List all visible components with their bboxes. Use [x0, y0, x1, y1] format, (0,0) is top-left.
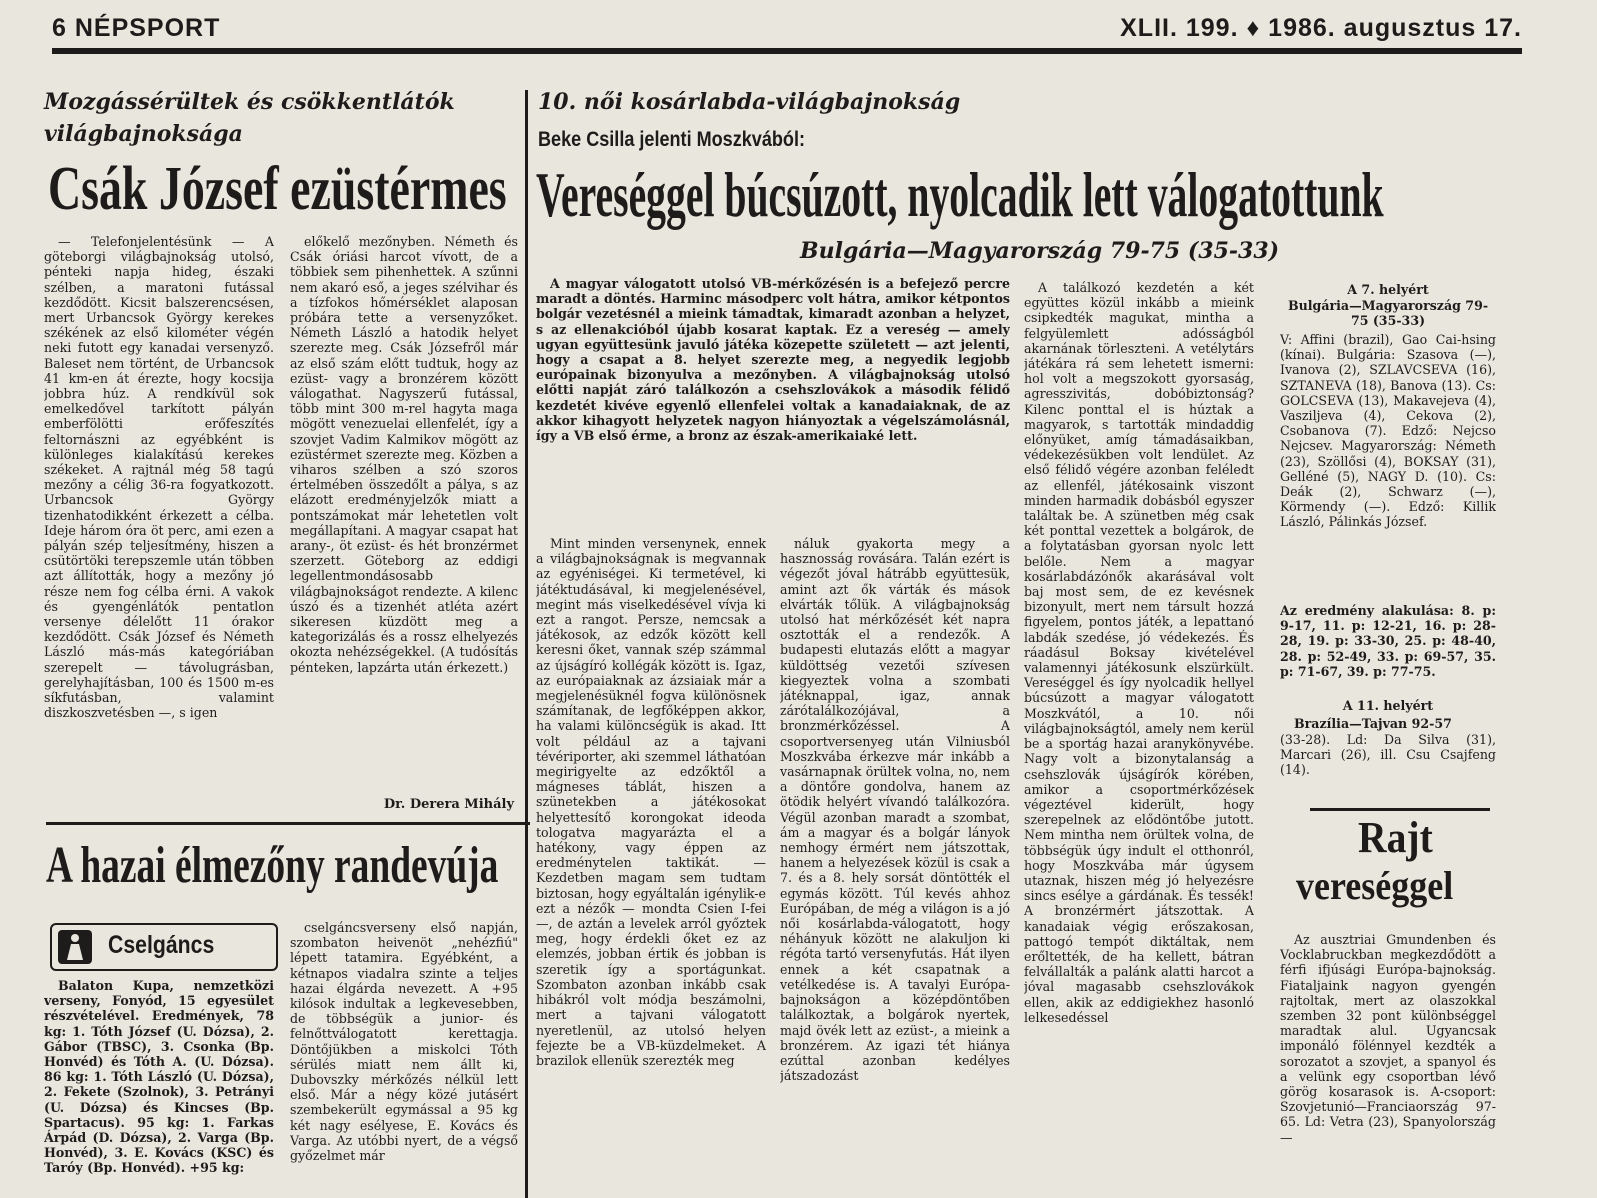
results-score-progression: Az eredmény alakulása: 8. p: 9-17, 11. p: 12-21, 16. p: 28-28, 19. p: 33-30, 25. p: 48-40, 28. p: 52-49, 33. p: 69-57, 35. p: 71-67, 39. p: 77-75. [1280, 603, 1496, 679]
judo-icon [58, 930, 92, 964]
results-7th-place-match: Bulgária—Magyarország 79-75 (35-33) [1287, 298, 1489, 329]
results-11th-place-title: A 11. helyért [1342, 698, 1434, 713]
center-article-kicker: 10. női kosárlabda-világbajnokság [538, 89, 961, 115]
center-article-headline: Vereséggel búcsúzott, nyolcadik lett válogatottunk [536, 159, 1384, 230]
center-article-subhead: Bulgária—Magyarország 79-75 (35-33) [800, 238, 1280, 264]
left-article-headline: Csák József ezüstérmes [48, 155, 507, 223]
column-divider-bottom-left [46, 822, 530, 825]
results-separator [1310, 808, 1490, 811]
lower-left-headline: A hazai élmezőny randevúja [46, 837, 499, 894]
left-article-column-2: előkelő mezőnyben. Németh és Csák óriási harcot vívott, de a többiek sem pihenhettek. A szűnni nem akaró eső, a jeges szélvihar és a tízfokos hőmérséklet alaposan próbára tette a versenyzőket. Németh László a hatodik helyet szerezte meg. Csák Józsefről már az első szám előtt tudtuk, hogy az ezüst- vagy a bronzérem között válogathat. Nagyszerű futással, több mint 300 m-rel hagyta maga mögött venezuelai ellenfelét, így a szovjet Vadim Kalmikov mögött az ezüstérmet szerezte meg. Közben a viharos szélben a szó szoros értelmében összedőlt a pálya, s az elázott eredményjelzők miatt a pontszámokat már lehetetlen volt megállapítani. A magyar csapat hat arany-, öt ezüst- és hét bronzérmet szerzett. Göteborg az eddigi legellentmondásosabb világbajnokságot rendezte. A kilenc úszó és a tizenhét atléta azért sikeresen küzdött meg a kategorizálás és a rossz elhelyezés okozta nehézségekkel. (A tudósítás pénteken, lapzárta után érkezett.) [290, 234, 518, 675]
judo-section-label: Cselgáncs [108, 931, 215, 959]
left-article-column-1: — Telefonjelentésünk — A göteborgi világbajnokság utolsó, pénteki napja hideg, északi szélben, a maratoni futással kezdődött. Kicsit balszerencsésen, mert Urbancsok György kerekes székének az első kilométer végén neki futott egy kanadai versenyző. Baleset nem történt, de Urbancsok 41 km-en át érezte, hogy kocsija jobbra húz. A rendkívül sok emelkedővel tarkított pályán emberfölötti erőfeszítés feltornászni az egyébként is különleges kialakítású kerekes székeket. A rajtnál még 58 tagú mezőny a célig 36-ra fogyatkozott. Urbancsok György tizenhatodikként érkezett a célba. Ideje három óra öt perc, ami ezen a pályán szép teljesítmény, hiszen a csütörtöki terepszemle után többen azt állították, hogy a mezőny jó része nem fog célba érni. A vakok és gyengénlátók pentatlon versenye délelőtt 11 órakor kezdődött. Csák József és Németh László más-más kategóriában szerepelt — távolugrásban, gerelyhajításban, 100 és 1500 m-es síkfutásban, valamint diszkoszvetésben —, s igen [44, 234, 274, 721]
rajt-headline-line-2: vereséggel [1296, 863, 1454, 908]
center-article-lead: A magyar válogatott utolsó VB-mérkőzésén is a befejező percre maradt a döntés. Harminc másodperc volt hátra, amikor kétpontos bolgár vezetésnél a mieink támadtak, kimaradt azonban a helyzet, s az ellenakcióból újabb kosarat kaptak. Ez a vereség — amely ugyan együttesünk javuló játéka közepette született — azt jelenti, hogy a csapat a 8. helyet szerezte meg, a negyedik legjobb európainak bizonyulva a mezőnyben. A világbajnokság utolsó előtti napját záró találkozón a csehszlovákok a második félidő kezdetét kivéve egyenlő ellenfelei voltak a kanadaiaknak, de az akkor kihagyott helyzetek nagyon hiányoztak a végelszámolásnál, így a VB első érme, a bronz az észak-amerikaiaké lett. [536, 276, 1010, 444]
left-article-kicker: Mozgássérültek és csökkentlátók világbajnoksága [44, 89, 455, 147]
results-7th-place-lineups: V: Affini (brazil), Gao Cai-hsing (kínai). Bulgária: Szasova (—), Ivanova (2), SZLAVCSEVA (16), SZTANEVA (18), Banova (13). Cs: GOLCSEVA (13), Makavejeva (4), Vasziljeva (4), Cekova (2), Csobanova (7). Edző: Nejcso Nejcsev. Magyarország: Németh (23), Szöllősi (4), BOKSAY (31), Gelléné (5), NAGY D. (10). Cs: Deák (2), Schwarz (—), Körmendy (—). Edző: Killik László, Pálinkás József. [1280, 332, 1496, 530]
rajt-headline-line-1: Rajt [1358, 813, 1433, 862]
results-11th-place-match: Brazília—Tajvan 92-57 [1294, 716, 1452, 731]
center-article-subkicker: Beke Csilla jelenti Moszkvából: [538, 128, 805, 151]
results-11th-place-scorers: (33-28). Ld: Da Silva (31), Marcari (26), ill. Csu Csajfeng (14). [1280, 732, 1496, 778]
issue-and-date: XLII. 199. ♦ 1986. augusztus 17. [1120, 14, 1522, 42]
center-article-column-2: náluk gyakorta megy a hasznosság rovására. Talán ezért is végezőt jóval hátrább együttesük, amint azt ők várták és mások elvárták tőlük. A világbajnokság utolsó hat mérkőzését két napra osztották el a rendezők. A budapesti elutazás előtt a magyar küldöttség vezetői szívesen kiegyeztek volna a szombati játéknappal, igaz, annak zárótalálkozójával, a bronzmérkőzéssel. A csoportversenyeg után Vilniusból Moszkvába érkezve már inkább a vasárnapnak örültek volna, no, nem a döntőre gondolva, hanem az ötödik helyért vívandó találkozóra. Végül azonban maradt a szombat, ám a magyar és a bolgár lányok nemhogy érmért nem játszottak, hanem a helyezések közül is csak a 7. és a 8. hely sorsát döntötték el egymás között. Túl kevés ahhoz Európában, de még a világon is a jó női kosárlabda-válogatott, hogy néhányuk között ne alakuljon ki régóta tartó versenyfutás. Hát ilyen ennek a két csapatnak a vetélkedése is. A tavalyi Európa-bajnokságon a középdöntőben találkoztak, a bolgárok nyertek, majd övék lett az ezüst-, a mieink a bronzérem. Az igazi tét hiánya ezúttal azonban kedélyes játszadozást [780, 536, 1010, 1084]
lower-left-column-1: Balaton Kupa, nemzetközi verseny, Fonyód, 15 egyesület részvételével. Eredmények, 78 kg: 1. Tóth József (U. Dózsa), 2. Gábor (TBSC), 3. Csonka (Bp. Honvéd) és Tóth A. (U. Dózsa). 86 kg: 1. Tóth László (U. Dózsa), 2. Fekete (Szolnok), 3. Petrányi (U. Dózsa) és Kincses (Bp. Spartacus). 95 kg: 1. Farkas Árpád (D. Dózsa), 2. Varga (Bp. Honvéd), 3. E. Kovács (KSC) és Taróy (Bp. Honvéd). +95 kg: [44, 978, 274, 1176]
column-divider-left [525, 90, 528, 1198]
results-7th-place-title: A 7. helyért [1347, 282, 1429, 297]
masthead [52, 14, 1522, 54]
page-number-and-paper-title: 6 NÉPSPORT [52, 14, 221, 42]
left-article-byline: Dr. Derera Mihály [383, 797, 514, 812]
center-article-column-3: A találkozó kezdetén a két együttes közül inkább a mieink csipkedték magukat, mintha a felgyülemlett adósságból akarnának törleszteni. A vetélytárs játékára rá sem lehetett ismerni: hol volt a megszokott gyorsaság, agresszivitás, dobóbiztonság? Kilenc ponttal el is húztak a magyarok, s tartották mindaddig előnyüket, amíg támadásaikban, védekezésükben volt lendület. Az első félidő végére azonban feléledt az ellenfél, játékosaink viszont minden harmadik dobásból egyszer találtak be. A szünetben még csak két ponttal vezettek a bolgárok, de a folytatásban gyorsan nyolc lett belőle. Nem a magyar kosárlabdázónők akarásával volt baj most sem, de ez kevésnek bizonyult, mert nem társult hozzá figyelem, pontos játék, a lepattanó labdák szedése, jó védekezés. És ráadásul Boksay kivételével valamennyi játékosunk elszürkült. Vereséggel és így nyolcadik hellyel búcsúzott a magyar válogatott Moszkvától, a 10. női világbajnokságtól, amely nem kerül be a sportág hazai aranykönyvébe. Nagy volt a bizonytalanság a csehszlovák újságírók körében, amikor a csoportmérkőzések végeztével kiderült, hogy szerepelnek az elődöntőbe jutott. Nem mintha nem örültek volna, de többségük úgy indult el otthonról, hogy Moszkvába már úgysem utaznak, hiszen még jó helyezésre sincs esélye a gárdának. És tessék! A bronzérmért játszottak. A kanadaiak végig erőszakosan, pattogó tempót diktáltak, nem erőltették, de ha kellett, bátran felvállalták a palánk alatti harcot a jóval magasabb csehszlovákok ellen, akik az eddigiekhez hasonló lelkesedéssel [1024, 280, 1254, 1025]
lower-left-column-2: cselgáncsverseny első napján, szombaton heivenöt „nehézfiú" lépett tatamira. Egyébként, a kétnapos viadalra szinte a teljes hazai élgárda nevezett. A +95 kilósok indultak a legkevesebben, de többségük a junior- és felnőttválogatott kerettagja. Döntőjükben a miskolci Tóth sérülés miatt nem állt ki, Dubovszky mérkőzés nélkül lett első. Már a négy közé jutásért szembekerült egymással a 95 kg két nagy esélyese, E. Kovács és Varga. Az utóbbi nyert, de a végső győzelmet már [290, 920, 518, 1164]
judo-section-badge [50, 923, 278, 971]
center-article-column-1: Mint minden versenynek, ennek a világbajnokságnak is megvannak az egyéniségei. Ki termetével, ki játéktudásával, ki megjelenésével, megint más viselkedésével vívja ki ezt a rangot. Persze, nemcsak a játékosok, az edzők között kell keresni őket, vannak szép számmal az újságíró kollégák között is. Igaz, az európaiaknak az ázsiaiak már a megjelenésüknél fogva különösnek számítanak, de legfőképpen akkor, ha valami különcségük is akad. Itt volt például az a tajvani tévériporter, aki szemmel láthatóan megirigyelte az edzőktől a mágneses táblát, hiszen a szünetekben a játékosokat helyettesítő korongokat ideoda tologatva magyarázta el a hatékony, vagy éppen az eredménytelen taktikát. — Kezdetben magam sem tudtam biztosan, hogy egyáltalán igénylik-e ezt a nézők — mondta Csien I-fei —, de aztán a levelek arról győztek meg, hogy érdekli őket ez az elemzés, jobban értik és jobban is szeretik így a sportágunkat. Szombaton azonban inkább csak hibákról volt módja beszámolni, mert a tajvani válogatott nyeretlenül, az utolsó helyen fejezte be a VB-küzdelmeket. A brazilok ellenük szerezték meg [536, 536, 766, 1068]
rajt-article-text: Az ausztriai Gmundenben és Vocklabruckban megkezdődött a férfi ifjúsági Európa-bajnokság. Fiataljaink nagyon gyengén rajtoltak, mert az olaszokkal szemben 32 pont különbséggel maradtak alul. Ugyancsak imponáló fölénnyel kezdték a sorozatot a szovjet, a spanyol és a velünk egy csoportban lévő görög kosarasok is. A-csoport: Szovjetunió—Franciaország 97-65. Ld: Vetra (23), Spanyolország— [1280, 932, 1496, 1145]
